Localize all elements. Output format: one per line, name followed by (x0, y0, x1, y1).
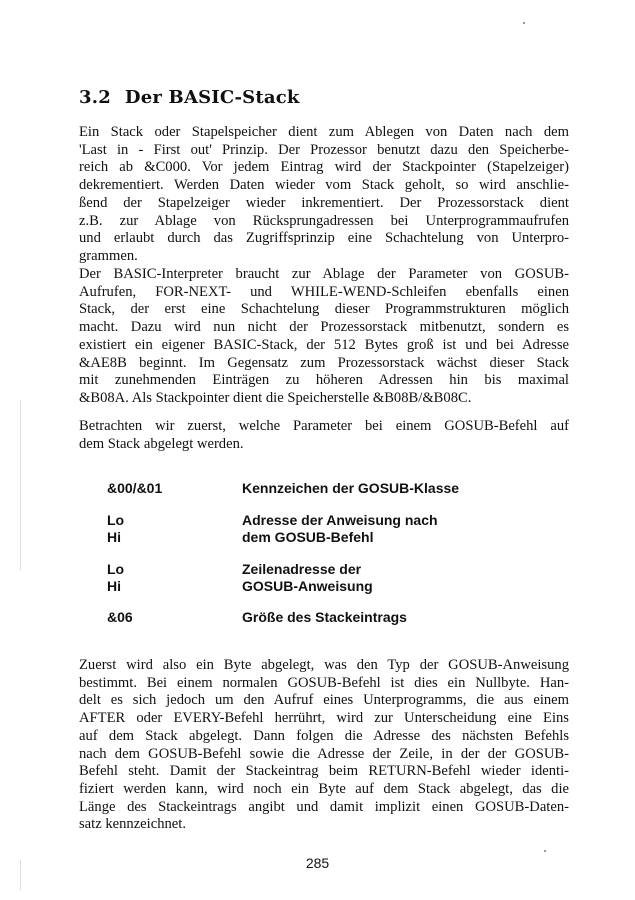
text-line: &B08A. Als Stackpointer dient die Speicherstelle &B08B/&B08C. (79, 389, 472, 406)
section-number: 3.2 (79, 87, 111, 108)
text-line: bestimmt. Bei einem normalen GOSUB-Befehl ist dies ein Nullbyte. Han- (79, 674, 569, 691)
section-title: Der BASIC-Stack (124, 87, 300, 108)
paragraph-1 (79, 124, 569, 266)
text-line: macht. Dazu wird nun nicht der Prozessorstack mitbenutzt, sondern es (79, 319, 569, 336)
paragraph-3 (79, 418, 569, 453)
section-heading (79, 87, 300, 108)
text-line: ßend der Stapelzeiger wieder inkrementiert. Der Prozessorstack dient (79, 194, 569, 211)
text-line: Befehl steht. Damit der Stackeintrag beim RETURN-Befehl wieder identi- (79, 763, 569, 780)
text-line: satz kennzeichnet. (79, 816, 186, 833)
text-line: reich ab &C000. Vor jedem Eintrag wird der Stackpointer (Stapelzeiger) (79, 159, 569, 176)
scan-margin-mark (20, 860, 21, 890)
text-line: fiziert werden kann, wird noch ein Byte auf dem Stack abgelegt, das die (79, 780, 569, 797)
text-line: z.B. zur Ablage von Rücksprungadressen bei Unterprogrammaufrufen (79, 212, 569, 229)
text-line: Ein Stack oder Stapelspeicher dient zum Ablegen von Daten nach dem (79, 124, 569, 140)
text-line: Zuerst wird also ein Byte abgelegt, was den Typ der GOSUB-Anweisung (79, 657, 569, 673)
paragraph-2 (79, 266, 569, 408)
text-line: dem Stack abgelegt werden. (79, 435, 244, 452)
text-line: auf dem Stack abgelegt. Dann folgen die Adresse des nächsten Befehls (79, 727, 569, 744)
text-line: und erlaubt durch das Zugriffsprinzip eine Schachtelung von Unterpro- (79, 230, 569, 247)
scan-speck (544, 850, 546, 852)
text-line: dekrementiert. Werden Daten wieder vom Stack geholt, so wird anschlie- (79, 177, 569, 194)
scan-margin-mark (20, 400, 21, 570)
text-line: Stack, der erst eine Schachtelung dieser Programmstrukturen möglich (79, 301, 569, 318)
text-line: AFTER oder EVERY-Befehl herrührt, wird zur Unterscheidung eine Eins (79, 710, 569, 727)
byte-cell: &06 (107, 609, 133, 625)
text-line: 'Last in - First out' Prinzip. Der Prozessor benutzt dazu den Speicherbe- (79, 141, 569, 158)
byte-cell: &00/&01 (107, 480, 163, 496)
scan-speck (523, 22, 525, 24)
text-line: Betrachten wir zuerst, welche Parameter bei einem GOSUB-Befehl auf (79, 418, 569, 434)
meaning-cell: Zeilenadresse der GOSUB-Anweisung (242, 561, 373, 594)
text-line: grammen. (79, 247, 138, 264)
meaning-cell: Größe des Stackeintrags (242, 609, 407, 625)
meaning-cell: Kennzeichen der GOSUB-Klasse (242, 480, 460, 496)
byte-cell: Lo Hi (107, 561, 125, 594)
text-line: delt es sich jedoch um den Aufruf eines Unterprogramms, die aus einem (79, 692, 569, 709)
text-line: Aufrufen, FOR-NEXT- und WHILE-WEND-Schleifen ebenfalls einen (79, 283, 569, 300)
text-line: nach dem GOSUB-Befehl sowie die Adresse der Zeile, in der der GOSUB- (79, 745, 569, 762)
meaning-cell: Adresse der Anweisung nach dem GOSUB-Befehl (242, 512, 438, 545)
text-line: mit zunehmenden Einträgen zu höheren Adressen hin bis maximal (79, 372, 569, 389)
page-number: 285 (305, 855, 330, 871)
byte-cell: Lo Hi (107, 512, 125, 545)
text-line: Länge des Stackeintrags angibt und damit implizit einen GOSUB-Daten- (79, 798, 569, 815)
text-line: Der BASIC-Interpreter braucht zur Ablage der Parameter von GOSUB- (79, 266, 569, 282)
paragraph-4 (79, 657, 569, 834)
text-line: &AE8B beginnt. Im Gegensatz zum Prozessorstack wächst dieser Stack (79, 354, 569, 371)
text-line: existiert ein eigener BASIC-Stack, der 512 Bytes groß ist und bei Adresse (79, 336, 569, 353)
